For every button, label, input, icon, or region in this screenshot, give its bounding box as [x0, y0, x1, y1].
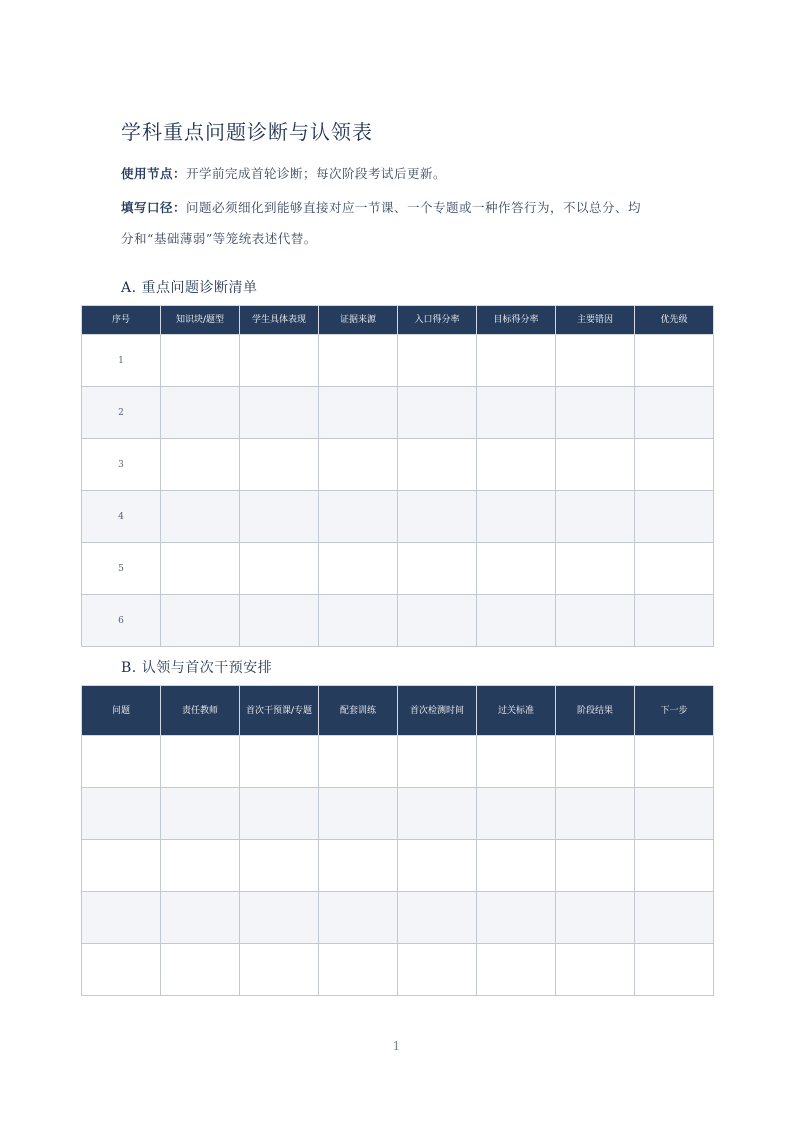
header-cell: 首次干预课/专题 [240, 686, 319, 736]
empty-input-cell[interactable] [477, 491, 556, 543]
empty-input-cell[interactable] [82, 944, 161, 996]
table-row [82, 387, 714, 439]
empty-input-cell[interactable] [161, 491, 240, 543]
empty-input-cell[interactable] [635, 788, 714, 840]
header-cell: 下一步 [635, 686, 714, 736]
header-cell: 证据来源 [319, 306, 398, 335]
header-cell: 入口得分率 [398, 306, 477, 335]
empty-input-cell[interactable] [477, 736, 556, 788]
header-cell: 问题 [82, 686, 161, 736]
empty-input-cell[interactable] [319, 387, 398, 439]
empty-input-cell[interactable] [635, 491, 714, 543]
empty-input-cell[interactable] [556, 736, 635, 788]
empty-input-cell[interactable] [161, 439, 240, 491]
empty-input-cell[interactable] [635, 439, 714, 491]
table-row [82, 736, 714, 788]
usage-note [121, 164, 446, 182]
empty-input-cell[interactable] [161, 736, 240, 788]
page-title: 学科重点问题诊断与认领表 [121, 120, 373, 144]
empty-input-cell[interactable] [398, 840, 477, 892]
empty-input-cell[interactable] [161, 788, 240, 840]
empty-input-cell[interactable] [240, 892, 319, 944]
header-cell: 阶段结果 [556, 686, 635, 736]
header-cell: 学生具体表现 [240, 306, 319, 335]
empty-input-cell[interactable] [161, 892, 240, 944]
empty-input-cell[interactable] [240, 491, 319, 543]
empty-input-cell[interactable] [161, 387, 240, 439]
empty-input-cell[interactable] [477, 335, 556, 387]
empty-input-cell[interactable] [477, 944, 556, 996]
table-row [82, 543, 714, 595]
empty-input-cell[interactable] [161, 840, 240, 892]
empty-input-cell[interactable] [240, 335, 319, 387]
empty-input-cell[interactable] [319, 439, 398, 491]
empty-input-cell[interactable] [82, 892, 161, 944]
section-a-title: A. 重点问题诊断清单 [121, 280, 258, 296]
page-number: 1 [392, 1039, 401, 1053]
empty-input-cell[interactable] [398, 595, 477, 647]
empty-input-cell[interactable] [319, 595, 398, 647]
empty-input-cell[interactable] [398, 892, 477, 944]
empty-input-cell[interactable] [635, 595, 714, 647]
empty-input-cell[interactable] [556, 439, 635, 491]
header-cell: 责任教师 [161, 686, 240, 736]
empty-input-cell[interactable] [161, 543, 240, 595]
empty-input-cell[interactable] [556, 543, 635, 595]
empty-input-cell[interactable] [240, 944, 319, 996]
empty-input-cell[interactable] [319, 543, 398, 595]
empty-input-cell[interactable] [319, 736, 398, 788]
empty-input-cell[interactable] [556, 491, 635, 543]
empty-input-cell[interactable] [161, 335, 240, 387]
empty-input-cell[interactable] [319, 840, 398, 892]
fill-text-line2: 分和“基础薄弱”等笼统表述代替。 [121, 231, 317, 246]
empty-input-cell[interactable] [477, 595, 556, 647]
table-row [82, 491, 714, 543]
empty-input-cell[interactable] [398, 387, 477, 439]
fill-text-line1: 问题必须细化到能够直接对应一节课、一个专题或一种作答行为，不以总分、均 [186, 200, 642, 215]
row-number-cell: 5 [82, 543, 161, 595]
header-cell: 过关标准 [477, 686, 556, 736]
diagnosis-table [81, 305, 714, 647]
fill-label: 填写口径： [121, 200, 187, 215]
table-header-row [82, 686, 714, 736]
empty-input-cell[interactable] [319, 788, 398, 840]
row-number-cell: 2 [82, 387, 161, 439]
usage-label: 使用节点： [121, 166, 187, 181]
empty-input-cell[interactable] [161, 944, 240, 996]
header-cell: 首次检测时间 [398, 686, 477, 736]
empty-input-cell[interactable] [635, 840, 714, 892]
empty-input-cell[interactable] [240, 788, 319, 840]
row-number-cell: 3 [82, 439, 161, 491]
empty-input-cell[interactable] [477, 892, 556, 944]
section-b-title: B. 认领与首次干预安排 [121, 660, 273, 676]
empty-input-cell[interactable] [635, 543, 714, 595]
empty-input-cell[interactable] [477, 387, 556, 439]
empty-input-cell[interactable] [398, 736, 477, 788]
empty-input-cell[interactable] [477, 543, 556, 595]
empty-input-cell[interactable] [319, 491, 398, 543]
empty-input-cell[interactable] [240, 736, 319, 788]
empty-input-cell[interactable] [82, 788, 161, 840]
empty-input-cell[interactable] [477, 840, 556, 892]
empty-input-cell[interactable] [556, 387, 635, 439]
empty-input-cell[interactable] [82, 840, 161, 892]
table-header-row [82, 306, 714, 335]
empty-input-cell[interactable] [240, 387, 319, 439]
table-row [82, 840, 714, 892]
empty-input-cell[interactable] [398, 491, 477, 543]
row-number-cell: 1 [82, 335, 161, 387]
empty-input-cell[interactable] [240, 439, 319, 491]
assignment-table [81, 685, 714, 996]
empty-input-cell[interactable] [319, 944, 398, 996]
empty-input-cell[interactable] [240, 840, 319, 892]
empty-input-cell[interactable] [635, 335, 714, 387]
table-row [82, 788, 714, 840]
empty-input-cell[interactable] [635, 892, 714, 944]
empty-input-cell[interactable] [556, 788, 635, 840]
empty-input-cell[interactable] [635, 736, 714, 788]
empty-input-cell[interactable] [635, 944, 714, 996]
empty-input-cell[interactable] [398, 788, 477, 840]
header-cell: 配套训练 [319, 686, 398, 736]
empty-input-cell[interactable] [319, 335, 398, 387]
empty-input-cell[interactable] [556, 944, 635, 996]
table-row [82, 439, 714, 491]
row-number-cell: 6 [82, 595, 161, 647]
empty-input-cell[interactable] [319, 892, 398, 944]
header-cell: 优先级 [635, 306, 714, 335]
usage-text: 开学前完成首轮诊断；每次阶段考试后更新。 [186, 166, 447, 181]
header-cell: 序号 [82, 306, 161, 335]
empty-input-cell[interactable] [635, 387, 714, 439]
empty-input-cell[interactable] [477, 439, 556, 491]
empty-input-cell[interactable] [398, 944, 477, 996]
table-row [82, 892, 714, 944]
header-cell: 主要错因 [556, 306, 635, 335]
empty-input-cell[interactable] [477, 788, 556, 840]
empty-input-cell[interactable] [556, 335, 635, 387]
empty-input-cell[interactable] [82, 736, 161, 788]
fill-note-continued [121, 229, 317, 247]
empty-input-cell[interactable] [556, 595, 635, 647]
header-cell: 目标得分率 [477, 306, 556, 335]
empty-input-cell[interactable] [161, 595, 240, 647]
empty-input-cell[interactable] [240, 595, 319, 647]
header-cell: 知识块/题型 [161, 306, 240, 335]
row-number-cell: 4 [82, 491, 161, 543]
empty-input-cell[interactable] [398, 439, 477, 491]
empty-input-cell[interactable] [556, 840, 635, 892]
empty-input-cell[interactable] [398, 335, 477, 387]
fill-note [121, 198, 641, 216]
empty-input-cell[interactable] [556, 892, 635, 944]
table-row [82, 335, 714, 387]
table-row [82, 595, 714, 647]
empty-input-cell[interactable] [398, 543, 477, 595]
empty-input-cell[interactable] [240, 543, 319, 595]
table-row [82, 944, 714, 996]
